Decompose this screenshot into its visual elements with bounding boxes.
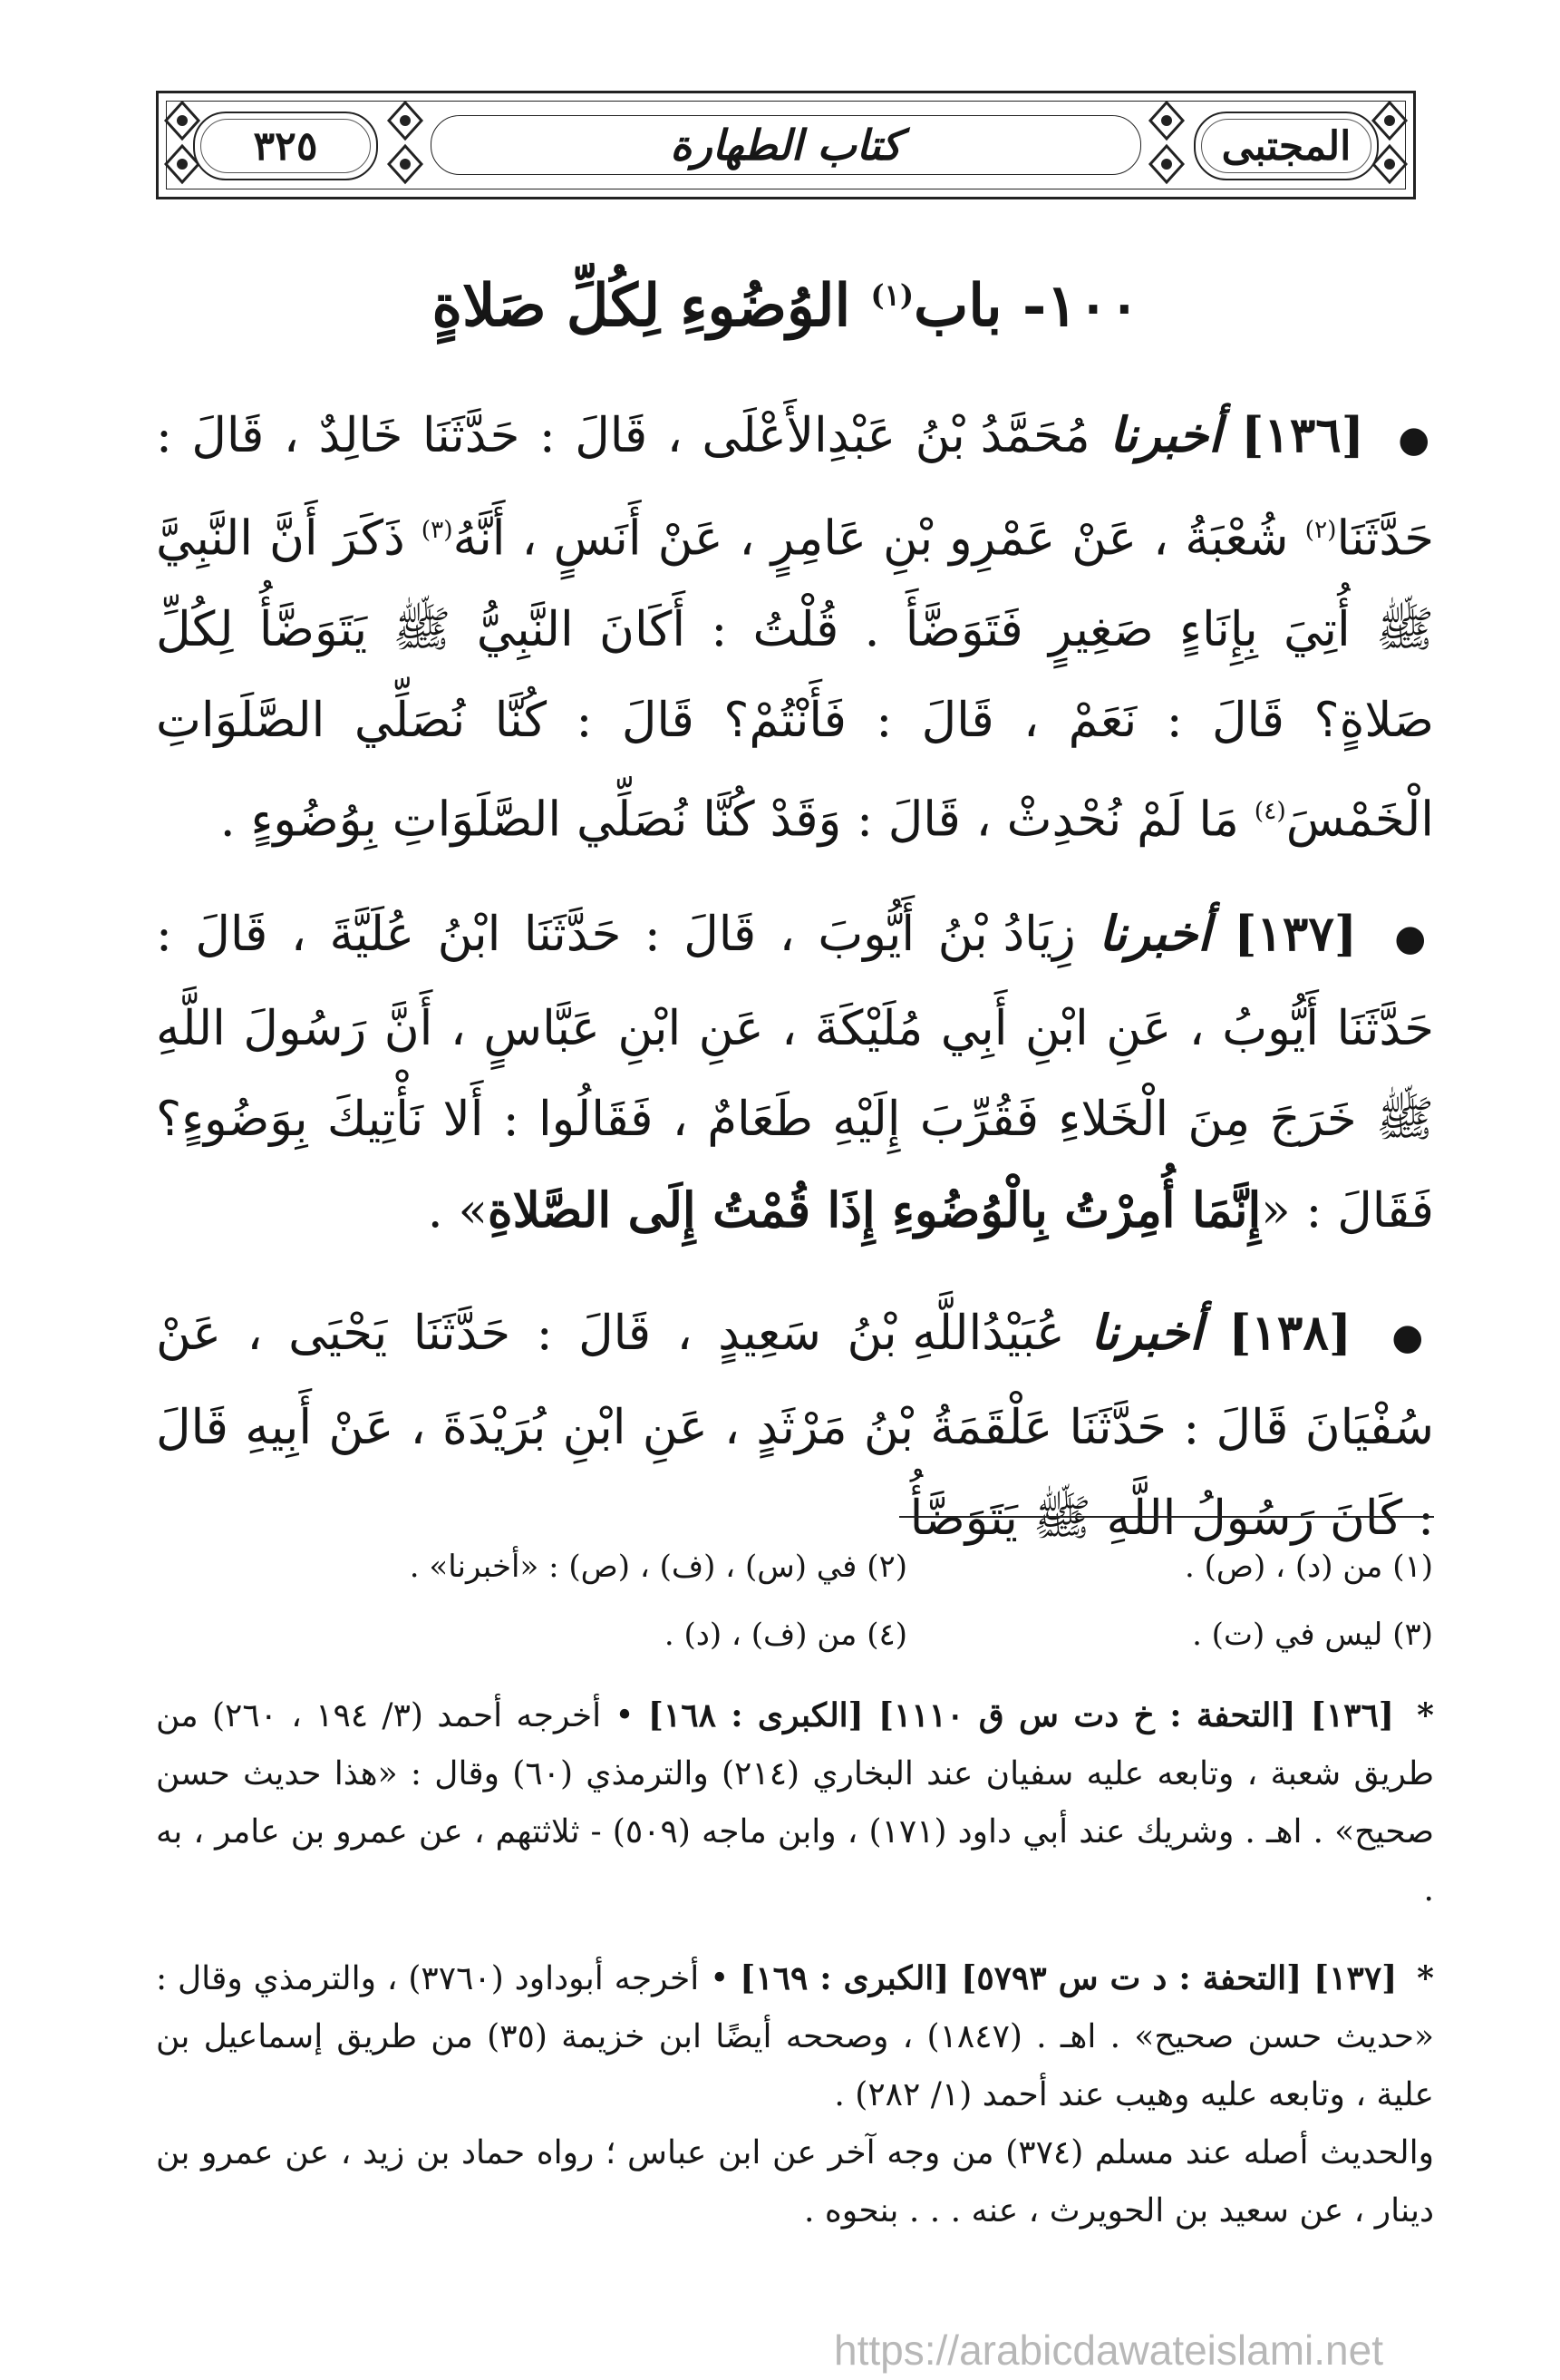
footnote-mark: (١) — [870, 277, 914, 313]
hadith-text: عُبَيْدُاللَّهِ بْنُ سَعِيدٍ ، قَالَ : حَدَّثَنَا يَحْيَى ، عَنْ سُفْيَانَ قَالَ : حَدَّثَنَا عَلْقَمَةُ بْنُ مَرْثَدٍ ، عَنِ ابْنِ بُرَيْدَةَ ، عَنْ أَبِيهِ قَالَ : كَانَ رَسُولُ اللَّهِ ﷺ يَتَوَضَّأُ — [156, 1306, 1434, 1546]
takhrij-reference: [١٣٧] [التحفة : د ت س ٥٧٩٣] [الكبرى : ١٦٩] — [740, 1959, 1398, 1997]
bullet-icon: ● — [1391, 1316, 1434, 1358]
footnote-divider — [899, 1516, 1434, 1518]
watermark-url: https://arabicdawateislami.net — [834, 2327, 1383, 2374]
hadith-text: مَا لَمْ نُحْدِثْ ، قَالَ : وَقَدْ كُنَّا نُصَلِّي الصَّلَوَاتِ بِوُضُوءٍ . — [219, 792, 1239, 848]
hadith-text: شُعْبَةُ ، عَنْ عَمْرِو بْنِ عَامِرٍ ، عَنْ أَنَسٍ ، أَنَّهُ — [452, 510, 1289, 567]
footnote: (٢) في (س) ، (ف) ، (ص) : «أخبرنا» . — [409, 1549, 907, 1585]
takhrij-reference: [١٣٦] [التحفة : خ دت س ق ١١١٠] [الكبرى : ١٦٨] — [647, 1696, 1394, 1734]
hadith-opening: أخبرنا — [1099, 906, 1211, 962]
footnote-mark: (٢) — [1304, 516, 1337, 544]
bullet-icon: ● — [1394, 918, 1434, 959]
footnote-mark: (٣) — [421, 516, 453, 544]
takhrij-text: • أخرجه أبوداود (٣٧٦٠) ، والترمذي وقال : «حديث حسن صحيح» . اهـ . (١٨٤٧) ، وصححه أيضًا ابن خزيمة (٣٥) من طريق إسماعيل بن علية ، وتابعه عليه وهيب عند أحمد (١/ ٢٨٢) . — [156, 1960, 1434, 2113]
page-number: ٣٢٥ — [193, 112, 378, 180]
takhrij-note — [156, 1949, 1434, 2240]
series-title: المجتبى — [1194, 112, 1379, 180]
hadith-text: زِيَادُ بْنُ أَيُّوبَ ، قَالَ : حَدَّثَنَا ابْنُ عُلَيَّةَ ، قَالَ : حَدَّثَنَا أَيُّوبُ ، عَنِ ابْنِ أَبِي مُلَيْكَةَ ، عَنِ ابْنِ عَبَّاسٍ ، أَنَّ رَسُولَ اللَّهِ ﷺ خَرَجَ مِنَ الْخَلاءِ فَقُرِّبَ إِلَيْهِ طَعَامٌ ، فَقَالُوا : أَلا نَأْتِيكَ بِوَضُوءٍ؟ فَقَالَ : « — [156, 907, 1434, 1239]
takhrij-note — [156, 1686, 1434, 1919]
hadith-paragraph — [156, 1287, 1434, 1564]
ornament-icon — [1147, 99, 1187, 186]
hadith-paragraph — [156, 889, 1434, 1257]
book-title: كتاب الطهارة — [431, 115, 1141, 175]
chapter-title-rest: الوُضُوءِ لِكُلِّ صَلاةٍ — [431, 272, 851, 340]
footnote: (٣) ليس في (ت) . — [1192, 1617, 1433, 1653]
chapter-number: ١٠٠- — [1022, 272, 1140, 340]
hadith-number: [١٣٧] — [1234, 906, 1357, 962]
footnote-mark: (٤) — [1254, 796, 1286, 825]
hadith-opening: أخبرنا — [1090, 1305, 1203, 1361]
footnote: (١) من (د) ، (ص) . — [1184, 1549, 1433, 1585]
hadith-text: ذَكَرَ أَنَّ النَّبِيَّ ﷺ أُتِيَ بِإِنَاءٍ صَغِيرٍ فَتَوَضَّأَ . قُلْتُ : أَكَانَ النَّبِيُّ ﷺ يَتَوَضَّأُ لِكُلِّ صَلاةٍ؟ قَالَ : نَعَمْ ، قَالَ : فَأَنْتُمْ؟ قَالَ : كُنَّا نُصَلِّي الصَّلَوَاتِ الْخَمْسَ — [156, 510, 1434, 848]
ornament-icon — [385, 99, 425, 186]
hadith-paragraph — [156, 390, 1434, 865]
page-header — [156, 91, 1416, 199]
hadith-opening: أخبرنا — [1109, 407, 1222, 463]
takhrij-continuation: والحديث أصله عند مسلم (٣٧٤) من وجه آخر عن ابن عباس ؛ رواه حماد بن زيد ، عن عمرو بن دينار ، عن سعيد بن الحويرث ، عنه . . . بنحوه . — [156, 2134, 1434, 2229]
hadith-text: » . — [427, 1183, 488, 1239]
footnote: (٤) من (ف) ، (د) . — [664, 1617, 907, 1653]
hadith-number: [١٣٦] — [1241, 407, 1364, 463]
hadith-text: مُحَمَّدُ بْنُ عَبْدِالأَعْلَى ، قَالَ : حَدَّثَنَا خَالِدٌ ، قَالَ : حَدَّثَنَا — [156, 408, 1434, 567]
chapter-title: باب — [914, 272, 1003, 340]
chapter-heading — [156, 272, 1416, 342]
bullet-icon: ● — [1398, 419, 1434, 461]
takhrij-text: • أخرجه أحمد (٣/ ١٩٤ ، ٢٦٠) من طريق شعبة ، وتابعه عليه سفيان عند البخاري (٢١٤) والترمذي (٦٠) وقال : «هذا حديث حسن صحيح» . اهـ . وشريك عند أبي داود (١٧١) ، وابن ماجه (٥٠٩) - ثلاثتهم ، عن عمرو بن عامر ، به . — [156, 1697, 1435, 1909]
hadith-emphasis: إِنَّمَا أُمِرْتُ بِالْوُضُوءِ إِذَا قُمْتُ إِلَى الصَّلاةِ — [487, 1182, 1262, 1239]
asterisk-icon: * — [1417, 1696, 1434, 1734]
asterisk-icon: * — [1417, 1959, 1434, 1997]
hadith-number: [١٣٨] — [1228, 1305, 1352, 1361]
